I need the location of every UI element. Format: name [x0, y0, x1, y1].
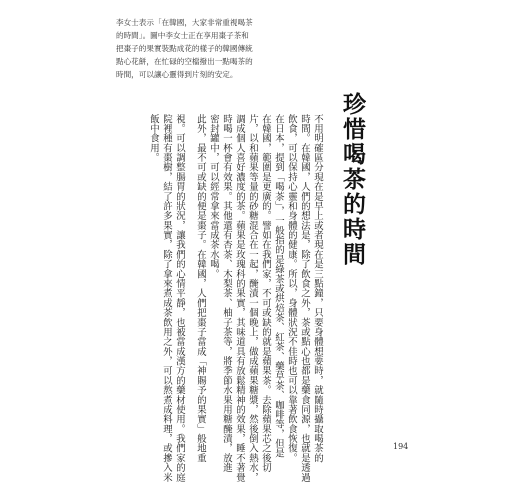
- body-text: [147, 114, 324, 483]
- page-number: 194: [393, 442, 409, 451]
- text-column: 此外，最不可或缺的便是棗子。在韓國，人們把棗子當成「神賜予的果實」般地重: [195, 114, 206, 463]
- caption-line: 把棗子的果實裝點成花的樣子的韓國傳統: [116, 44, 253, 53]
- text-column: 不用明確區分現在是早上或者現在是三點鐘，只要身體想要時，就隨時攝取喝茶的: [312, 114, 323, 463]
- text-column: 在日本，提到「喝茶」，一般指的是綠茶或烘焙茶、紅茶、藥草茶、咖啡等，但是: [273, 114, 284, 459]
- text-column: 視。可以調整腸胃的狀況，讓我們的心情平靜，也被當成漢方的藥材使用。我們家的庭: [174, 114, 185, 483]
- text-column: 時間。在韓國，人們的想法是，除了飲食之外，茶或點心也都是藥食同源，也就是透過: [299, 114, 310, 483]
- caption-line: 點心花餅，在忙碌的空檔撥出一點喝茶的: [116, 57, 253, 66]
- text-column: 時喝一杯會有效果。其他還有杏茶、木梨茶、柚子茶等，將季節水果用糖醃漬，放進: [221, 114, 232, 473]
- text-column: 飲食，可以保持心靈和身體的健康。所以，身體狀況不佳時也可以靠著飲食恢復。: [286, 114, 297, 463]
- chapter-title: 珍惜喝茶的時間: [339, 92, 365, 267]
- text-column: 飯中食用。: [148, 114, 159, 163]
- caption-line: 時間，可以讓心靈得到片刻的安定。: [116, 70, 238, 79]
- caption-line: 的時間」。圖中李女士正在享用棗子茶和: [116, 31, 249, 40]
- text-column: 院裡種有棗樹，結了許多果實，除了拿來煮成茶飲用之外，可以熬煮成料理，或摻入米: [161, 114, 172, 483]
- text-column: 調成個人喜好濃度的茶。蘋果是玫瑰科的果實，其味道具有放鬆精神的效果，睡不著覺: [234, 114, 245, 483]
- text-column: 密封罐中，可以經常拿來當成茶水喝。: [208, 114, 219, 279]
- text-column: 片，以和蘋果等量的砂糖混合在一起，醃漬一個晚上，做成蘋果糖漿，然後倒入熱水，: [247, 114, 258, 483]
- caption-line: 李女士表示「在韓國，大家非常重視喝茶: [116, 18, 253, 27]
- text-column: 在韓國，範圍是更廣的。譬如在我們家，不可或缺的就是蘋果茶。去除蘋果芯之後切: [260, 114, 271, 473]
- photo-caption: [116, 16, 258, 81]
